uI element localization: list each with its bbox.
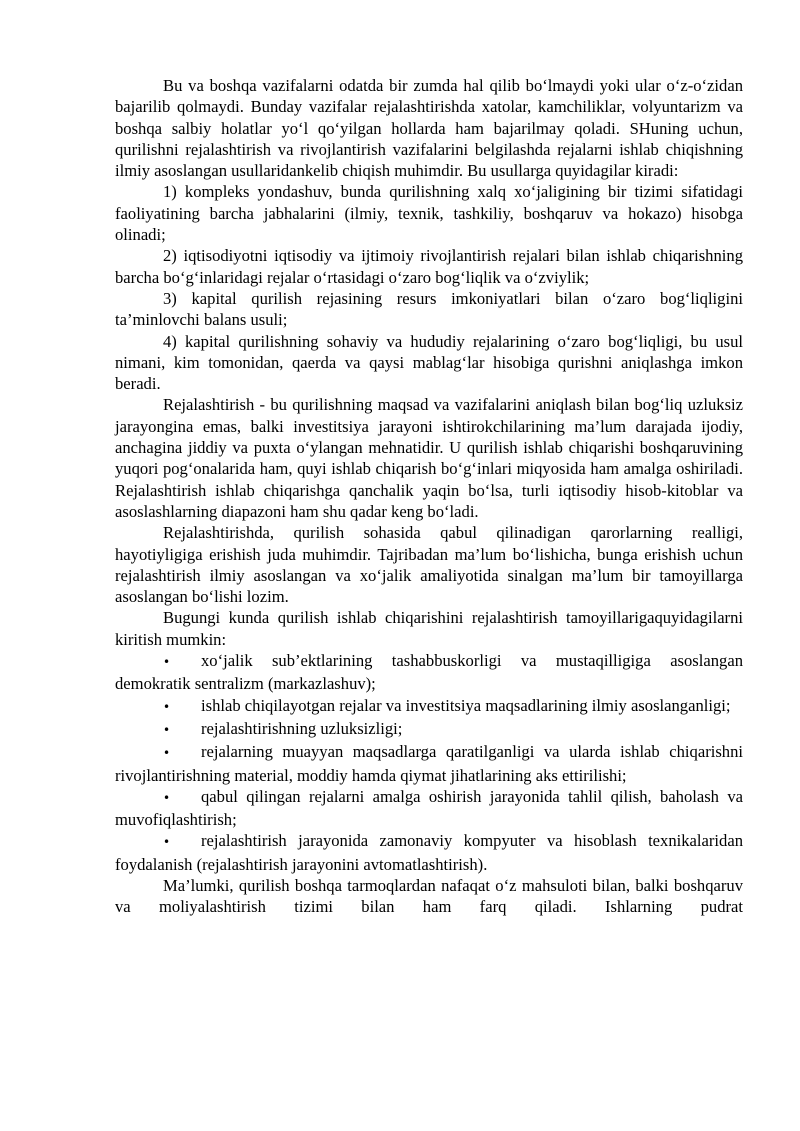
paragraph-closing: Ma’lumki, qurilish boshqa tarmoqlardan nafaqat o‘z mahsuloti bilan, balki boshqaruv va moliyalashtirish tizimi bilan ham farq qiladi. Ishlarning pudrat xyxy=(115,875,743,917)
bullet-icon: • xyxy=(163,699,171,714)
paragraph-method-2: 2) iqtisodiyotni iqtisodiy va ijtimoiy rivojlantirish rejalari bilan ishlab chiqarishning barcha bo‘g‘inlaridagi rejalar o‘rtasidagi o‘zaro bog‘liqlik va o‘zviylik; xyxy=(115,246,743,287)
bullet-icon: • xyxy=(163,790,171,805)
bullet-icon: • xyxy=(163,722,171,737)
document-page xyxy=(115,75,743,918)
list-item-text: rejalashtirishning uzluksizligi; xyxy=(201,718,403,738)
paragraph-principles-intro: Bugungi kunda qurilish ishlab chiqarishini rejalashtirish tamoyillarigaquyidagilarni kiritish mumkin: xyxy=(115,608,743,649)
paragraph-planning-definition: Rejalashtirish - bu qurilishning maqsad va vazifalarini aniqlash bilan bog‘liq uzluksiz jarayongina emas, balki investitsiya jarayoni ishtirokchilarining ma’lum darajada ijodiy, anchagina jiddiy va puxta o‘ylangan mehnatidir. U qurilish ishlab chiqarishi boshqaruvining yuqori pog‘onalarida ham, quyi ishlab chiqarish bo‘g‘inlari miqyosida ham amalga oshiriladi. Rejalashtirish ishlab chiqarishga qanchalik yaqin bo‘lsa, turli iqtisodiy hisob-kitoblar va asoslashlarning diapazoni ham shu qadar keng bo‘ladi. xyxy=(115,395,743,521)
list-item-text: rejalashtirish jarayonida zamonaviy kompyuter va hisoblash texnikalaridan foydalanish (rejalashtirish jarayonini avtomatlashtirish). xyxy=(115,831,743,874)
paragraph-method-4: 4) kapital qurilishning sohaviy va hududiy rejalarining o‘zaro bog‘liqligi, bu usul nimani, kim tomonidan, qaerda va qaysi mablag‘lar hisobiga qurishni aniqlashga imkon beradi. xyxy=(115,331,743,394)
paragraph-planning-reality: Rejalashtirishda, qurilish sohasida qabul qilinadigan qarorlarning realligi, hayotiyligiga erishish juda muhimdir. Tajribadan ma’lum bo‘lishicha, bunga erishish uchun rejalashtirish ilmiy asoslangan va xo‘jalik amaliyotida sinalgan ma’lum bir tamoyillarga asoslangan bo‘lishi lozim. xyxy=(115,523,743,607)
list-item-text: qabul qilingan rejalarni amalga oshirish jarayonida tahlil qilish, baholash va muvofiqlashtirish; xyxy=(115,786,743,830)
list-item xyxy=(115,650,743,695)
list-item xyxy=(115,830,743,875)
list-item-text: ishlab chiqilayotgan rejalar va investitsiya maqsadlarining ilmiy asoslanganligi; xyxy=(201,695,731,715)
list-item-text: rejalarning muayyan maqsadlarga qaratilganligi va ularda ishlab chiqarishni rivojlantirishning material, moddiy hamda qiymat jihatlarining aks ettirilishi; xyxy=(115,742,743,785)
list-item xyxy=(115,786,743,831)
list-item xyxy=(115,695,743,718)
bullet-icon: • xyxy=(163,746,171,761)
list-item xyxy=(115,718,743,741)
bullet-icon: • xyxy=(163,835,171,850)
bullet-icon: • xyxy=(163,655,171,670)
paragraph-method-3: 3) kapital qurilish rejasining resurs imkoniyatlari bilan o‘zaro bog‘liqligini ta’minlovchi balans usuli; xyxy=(115,288,743,330)
paragraph-intro: Bu va boshqa vazifalarni odatda bir zumda hal qilib bo‘lmaydi yoki ular o‘z-o‘zidan bajarilib qolmaydi. Bunday vazifalar rejalashtirishda xatolar, kamchiliklar, volyuntarizm va boshqa salbiy holatlar yo‘l qo‘yilgan hollarda ham bajarilmay qoladi. SHuning uchun, qurilishni rejalashtirish va rivojlantirish vazifalarini belgilashda rejalarni ishlab chiqishning ilmiy asoslangan usullaridankelib chiqish muhimdir. Bu usullarga quyidagilar kiradi: xyxy=(115,76,743,181)
list-item xyxy=(115,741,743,786)
list-item-text: xo‘jalik sub’ektlarining tashabbuskorligi va mustaqilligiga asoslangan demokratik sentralizm (markazlashuv); xyxy=(115,651,743,694)
paragraph-method-1: 1) kompleks yondashuv, bunda qurilishning xalq xo‘jaligining bir tizimi sifatidagi faoliyatining barcha jabhalarini (ilmiy, texnik, tashkiliy, boshqaruv va hokazo) hisobga olinadi; xyxy=(115,182,743,245)
